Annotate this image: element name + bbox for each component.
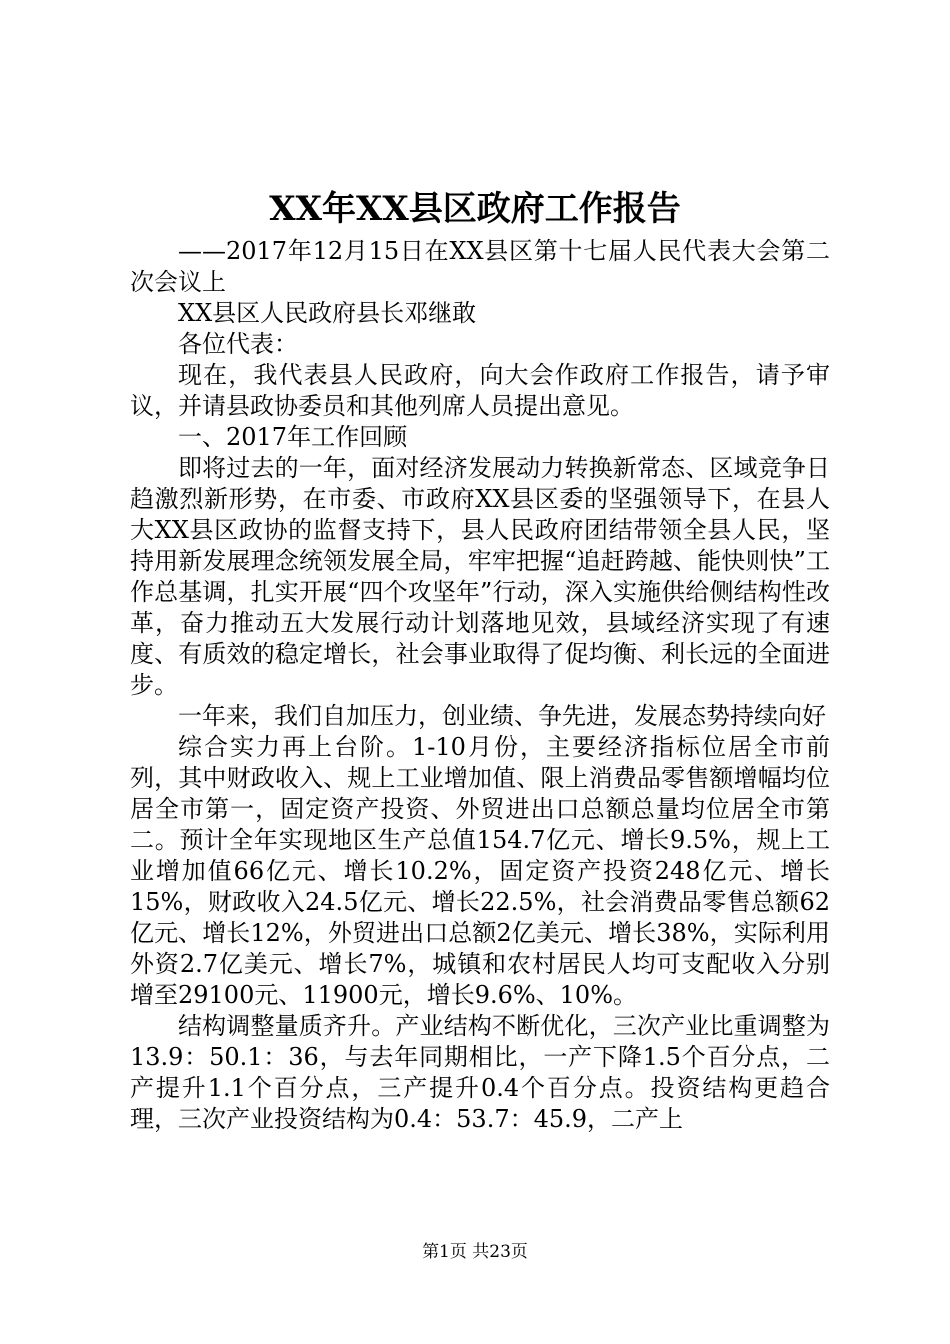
salutation-paragraph: 各位代表：	[178, 330, 298, 358]
speaker-paragraph: XX县区人民政府县长邓继敢	[178, 299, 477, 327]
subtitle-paragraph: ——2017年12月15日在XX县区第十七届人民代表大会第二次会议上	[130, 237, 830, 296]
section-heading: 一、2017年工作回顾	[178, 423, 408, 451]
body-paragraph: 结构调整量质齐升。产业结构不断优化，三次产业比重调整为13.9：50.1：36，与去年同期相比，一产下降1.5个百分点，二产提升1.1个百分点，三产提升0.4个百分点。投资结构更趋合理，三次产业投资结构为0.4：53.7：45.9，二产上	[130, 1012, 830, 1133]
page-footer: 第1页 共23页	[422, 1242, 528, 1262]
body-paragraph: 综合实力再上台阶。1-10月份，主要经济指标位居全市前列，其中财政收入、规上工业增加值、限上消费品零售额增幅均位居全市第一，固定资产投资、外贸进出口总额总量均位居全市第二。预计全年实现地区生产总值154.7亿元、增长9.5%，规上工业增加值66亿元、增长10.2%，固定资产投资248亿元、增长15%，财政收入24.5亿元、增长22.5%，社会消费品零售总额62亿元、增长12%，外贸进出口总额2亿美元、增长38%，实际利用外资2.7亿美元、增长7%，城镇和农村居民人均可支配收入分别增至29100元、11900元，增长9.6%、10%。	[130, 733, 830, 1009]
document-body	[130, 236, 830, 1135]
body-paragraph: 现在，我代表县人民政府，向大会作政府工作报告，请予审议，并请县政协委员和其他列席人员提出意见。	[130, 361, 830, 420]
body-paragraph: 即将过去的一年，面对经济发展动力转换新常态、区域竞争日趋激烈新形势，在市委、市政府XX县区委的坚强领导下，在县人大XX县区政协的监督支持下，县人民政府团结带领全县人民，坚持用新发展理念统领发展全局，牢牢把握“追赶跨越、能快则快”工作总基调，扎实开展“四个攻坚年”行动，深入实施供给侧结构性改革，奋力推动五大发展行动计划落地见效，县域经济实现了有速度、有质效的稳定增长，社会事业取得了促均衡、利长远的全面进步。	[130, 454, 830, 699]
body-paragraph: 一年来，我们自加压力，创业绩、争先进，发展态势持续向好	[178, 702, 826, 730]
document-title: XX年XX县区政府工作报告	[269, 189, 681, 229]
